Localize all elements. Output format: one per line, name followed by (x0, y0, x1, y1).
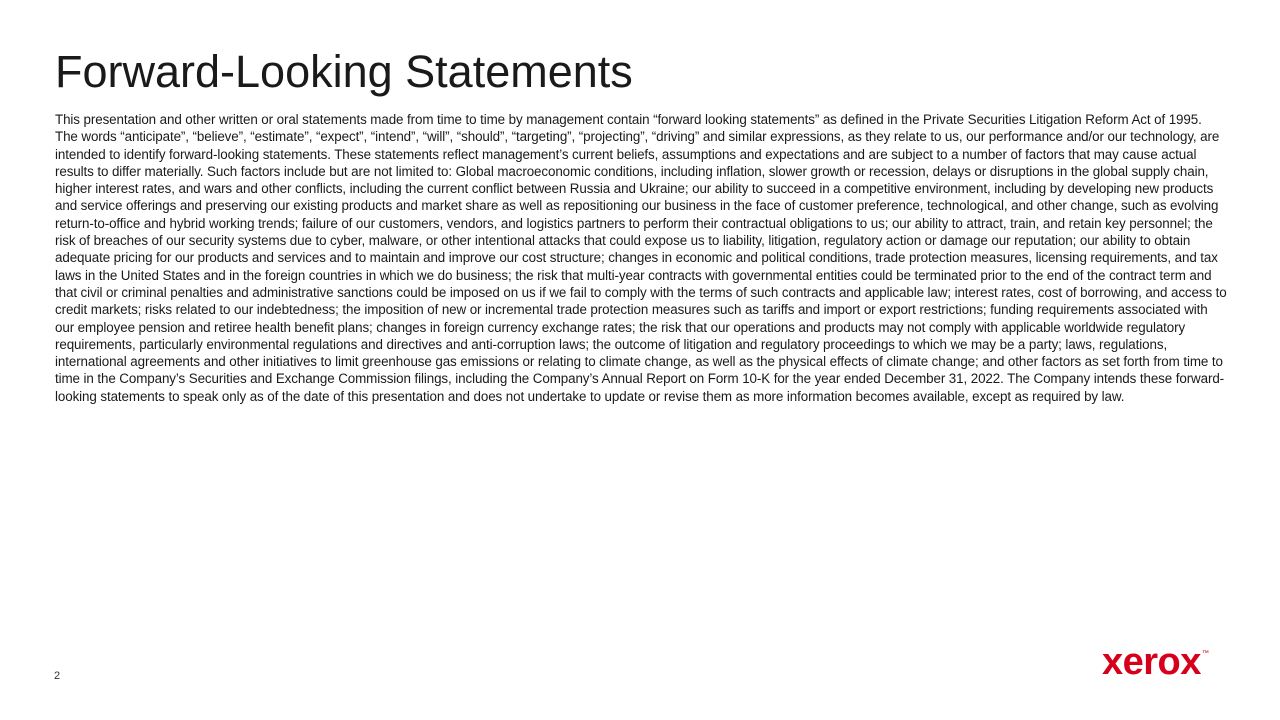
slide-title: Forward-Looking Statements (55, 46, 633, 97)
xerox-logo (1102, 640, 1209, 684)
disclaimer-paragraph: This presentation and other written or oral statements made from time to time by management contain “forward looking statements” as defined in the Private Securities Litigation Reform Act of 1995. The words “anticipate”, “believe”, “estimate”, “expect”, “intend”, “will”, “should”, “targeting”, “projecting”, “driving” and similar expressions, as they relate to us, our performance and/or our technology, are intended to identify forward-looking statements. These statements reflect management’s current beliefs, assumptions and expectations and are subject to a number of factors that may cause actual results to differ materially. Such factors include but are not limited to: Global macroeconomic conditions, including inflation, slower growth or recession, delays or disruptions in the global supply chain, higher interest rates, and wars and other conflicts, including the current conflict between Russia and Ukraine; our ability to succeed in a competitive environment, including by developing new products and service offerings and preserving our existing products and market share as well as repositioning our business in the face of customer preference, technological, and other change, such as evolving return-to-office and hybrid working trends; failure of our customers, vendors, and logistics partners to perform their contractual obligations to us; our ability to attract, train, and retain key personnel; the risk of breaches of our security systems due to cyber, malware, or other intentional attacks that could expose us to liability, litigation, regulatory action or damage our reputation; our ability to obtain adequate pricing for our products and services and to maintain and improve our cost structure; changes in economic and political conditions, trade protection measures, licensing requirements, and tax laws in the United States and in the foreign countries in which we do business; the risk that multi-year contracts with governmental entities could be terminated prior to the end of the contract term and that civil or criminal penalties and administrative sanctions could be imposed on us if we fail to comply with the terms of such contracts and applicable law; interest rates, cost of borrowing, and access to credit markets; risks related to our indebtedness; the imposition of new or incremental trade protection measures such as tariffs and import or export restrictions; funding requirements associated with our employee pension and retiree health benefit plans; changes in foreign currency exchange rates; the risk that our operations and products may not comply with applicable worldwide regulatory requirements, particularly environmental regulations and directives and anti-corruption laws; the outcome of litigation and regulatory proceedings to which we may be a party; laws, regulations, international agreements and other initiatives to limit greenhouse gas emissions or relating to climate change, as well as the physical effects of climate change; and other factors as set forth from time to time in the Company’s Securities and Exchange Commission filings, including the Company’s Annual Report on Form 10-K for the year ended December 31, 2022. The Company intends these forward-looking statements to speak only as of the date of this presentation and does not undertake to update or revise them as more information becomes available, except as required by law. (55, 112, 1227, 404)
trademark-symbol: ™ (1201, 650, 1209, 657)
page-number: 2 (54, 670, 61, 682)
logo-wordmark: xerox (1102, 641, 1201, 683)
